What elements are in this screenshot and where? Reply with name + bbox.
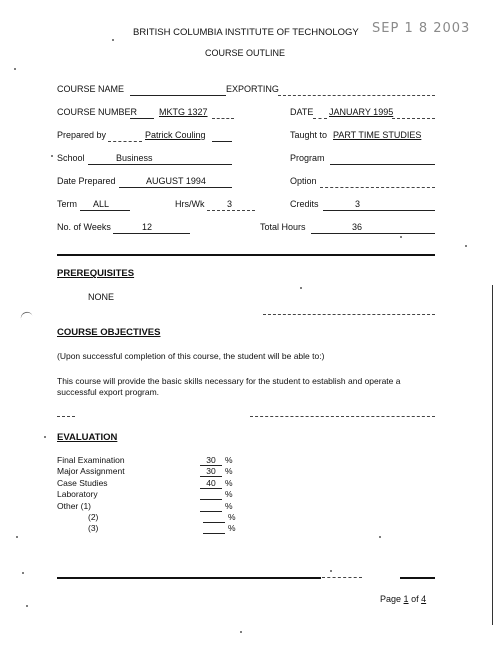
scan-speck bbox=[51, 155, 53, 157]
school-label: School bbox=[57, 153, 85, 163]
scan-speck bbox=[14, 68, 16, 70]
scan-speck bbox=[44, 436, 46, 438]
evaluation-row-percent: % bbox=[228, 512, 236, 522]
evaluation-row-percent: % bbox=[228, 523, 236, 533]
evaluation-row-value bbox=[203, 512, 225, 523]
evaluation-row-label: Final Examination bbox=[57, 455, 125, 465]
institute-name: BRITISH COLUMBIA INSTITUTE OF TECHNOLOGY bbox=[133, 27, 359, 38]
page-number bbox=[380, 594, 426, 605]
evaluation-row-value: 40 bbox=[200, 478, 222, 489]
prerequisites-heading: PREREQUISITES bbox=[57, 268, 135, 279]
credits-label: Credits bbox=[290, 199, 319, 209]
evaluation-row-label: Case Studies bbox=[57, 478, 108, 488]
term-label: Term bbox=[57, 199, 77, 209]
evaluation-row-percent: % bbox=[225, 501, 233, 511]
option-label: Option bbox=[290, 176, 317, 186]
date-trailing-dashes bbox=[392, 118, 435, 119]
evaluation-row-label: (2) bbox=[88, 512, 99, 522]
date-dashes bbox=[313, 118, 327, 119]
hrs-wk-dashes bbox=[207, 210, 255, 211]
evaluation-row-label: Major Assignment bbox=[57, 466, 125, 476]
course-number-dashes bbox=[212, 118, 234, 119]
evaluation-row-value bbox=[200, 501, 222, 512]
prepared-by-dashes bbox=[108, 141, 142, 142]
hrs-wk-value: 3 bbox=[227, 199, 233, 209]
received-date-stamp: SEP 1 8 2003 bbox=[372, 21, 471, 36]
scan-mark bbox=[19, 310, 33, 321]
evaluation-row-value bbox=[200, 489, 222, 500]
evaluation-row-value: 30 bbox=[200, 455, 222, 466]
page-total: 4 bbox=[421, 594, 427, 604]
taught-to-value: PART TIME STUDIES bbox=[333, 130, 422, 140]
evaluation-row-value: 30 bbox=[200, 466, 222, 477]
weeks-value: 12 bbox=[142, 222, 153, 232]
scan-speck bbox=[240, 631, 242, 633]
course-number-label: COURSE NUMBER bbox=[57, 107, 138, 117]
objectives-dashes-right bbox=[250, 416, 435, 417]
total-hours-value: 36 bbox=[352, 222, 363, 232]
program-underline bbox=[330, 164, 435, 165]
scan-speck bbox=[379, 536, 381, 538]
scan-speck bbox=[16, 536, 18, 538]
evaluation-row-value bbox=[203, 523, 225, 534]
program-label: Program bbox=[290, 153, 325, 163]
evaluation-row-percent: % bbox=[225, 489, 233, 499]
hrs-wk-label: Hrs/Wk bbox=[175, 199, 205, 209]
school-underline bbox=[88, 164, 232, 165]
option-dashes bbox=[320, 187, 435, 188]
scan-speck bbox=[330, 570, 332, 572]
term-value: ALL bbox=[93, 199, 110, 209]
evaluation-row-percent: % bbox=[225, 478, 233, 488]
credits-value: 3 bbox=[355, 199, 361, 209]
footer-rule-dashes bbox=[322, 577, 362, 578]
course-name-value: EXPORTING bbox=[226, 84, 279, 94]
prerequisites-value: NONE bbox=[88, 292, 115, 302]
prepared-by-underline bbox=[212, 141, 232, 142]
course-objectives-heading: COURSE OBJECTIVES bbox=[57, 327, 161, 338]
school-value: Business bbox=[116, 153, 153, 163]
scan-speck bbox=[112, 39, 114, 41]
scan-speck bbox=[465, 245, 467, 247]
term-underline bbox=[80, 210, 130, 211]
scan-speck bbox=[26, 605, 28, 607]
page-label: Page bbox=[380, 594, 402, 604]
course-objectives-text-line1: This course will provide the basic skills necessary for the student to establish and operate a bbox=[57, 376, 401, 386]
course-name-dashes bbox=[278, 95, 435, 96]
course-name-underline bbox=[130, 95, 226, 96]
evaluation-row-label: Other (1) bbox=[57, 501, 92, 511]
course-number-value: MKTG 1327 bbox=[159, 107, 208, 117]
weeks-underline bbox=[113, 233, 190, 234]
prepared-by-label: Prepared by bbox=[57, 130, 107, 140]
evaluation-row-percent: % bbox=[225, 466, 233, 476]
prepared-by-value: Patrick Couling bbox=[145, 130, 206, 140]
date-prepared-value: AUGUST 1994 bbox=[146, 176, 206, 186]
date-prepared-label: Date Prepared bbox=[57, 176, 116, 186]
evaluation-heading: EVALUATION bbox=[57, 432, 118, 443]
evaluation-row-label: Laboratory bbox=[57, 489, 98, 499]
weeks-label: No. of Weeks bbox=[57, 222, 111, 232]
course-objectives-intro: (Upon successful completion of this course, the student will be able to:) bbox=[57, 351, 325, 361]
document-title: COURSE OUTLINE bbox=[205, 48, 286, 58]
scan-speck bbox=[400, 236, 402, 238]
footer-rule-right bbox=[400, 577, 435, 579]
course-name-label: COURSE NAME bbox=[57, 84, 125, 94]
footer-rule bbox=[57, 577, 321, 579]
objectives-dashes-left bbox=[57, 416, 75, 417]
total-hours-label: Total Hours bbox=[260, 222, 306, 232]
evaluation-row-percent: % bbox=[225, 455, 233, 465]
scan-edge-line bbox=[492, 285, 493, 625]
date-label: DATE bbox=[290, 107, 314, 117]
of-label: of bbox=[411, 594, 419, 604]
course-number-underline bbox=[130, 118, 154, 119]
taught-to-label: Taught to bbox=[290, 130, 328, 140]
course-objectives-text-line2: successful export program. bbox=[57, 387, 160, 397]
evaluation-row-label: (3) bbox=[88, 523, 99, 533]
prerequisites-dashes bbox=[263, 314, 435, 315]
credits-underline bbox=[323, 210, 435, 211]
scan-speck bbox=[300, 287, 302, 289]
page-current: 1 bbox=[403, 594, 409, 604]
scan-speck bbox=[22, 572, 24, 574]
total-hours-underline bbox=[311, 233, 435, 234]
header-separator-rule bbox=[57, 254, 435, 256]
date-value: JANUARY 1995 bbox=[329, 107, 394, 117]
date-prepared-underline bbox=[119, 187, 232, 188]
